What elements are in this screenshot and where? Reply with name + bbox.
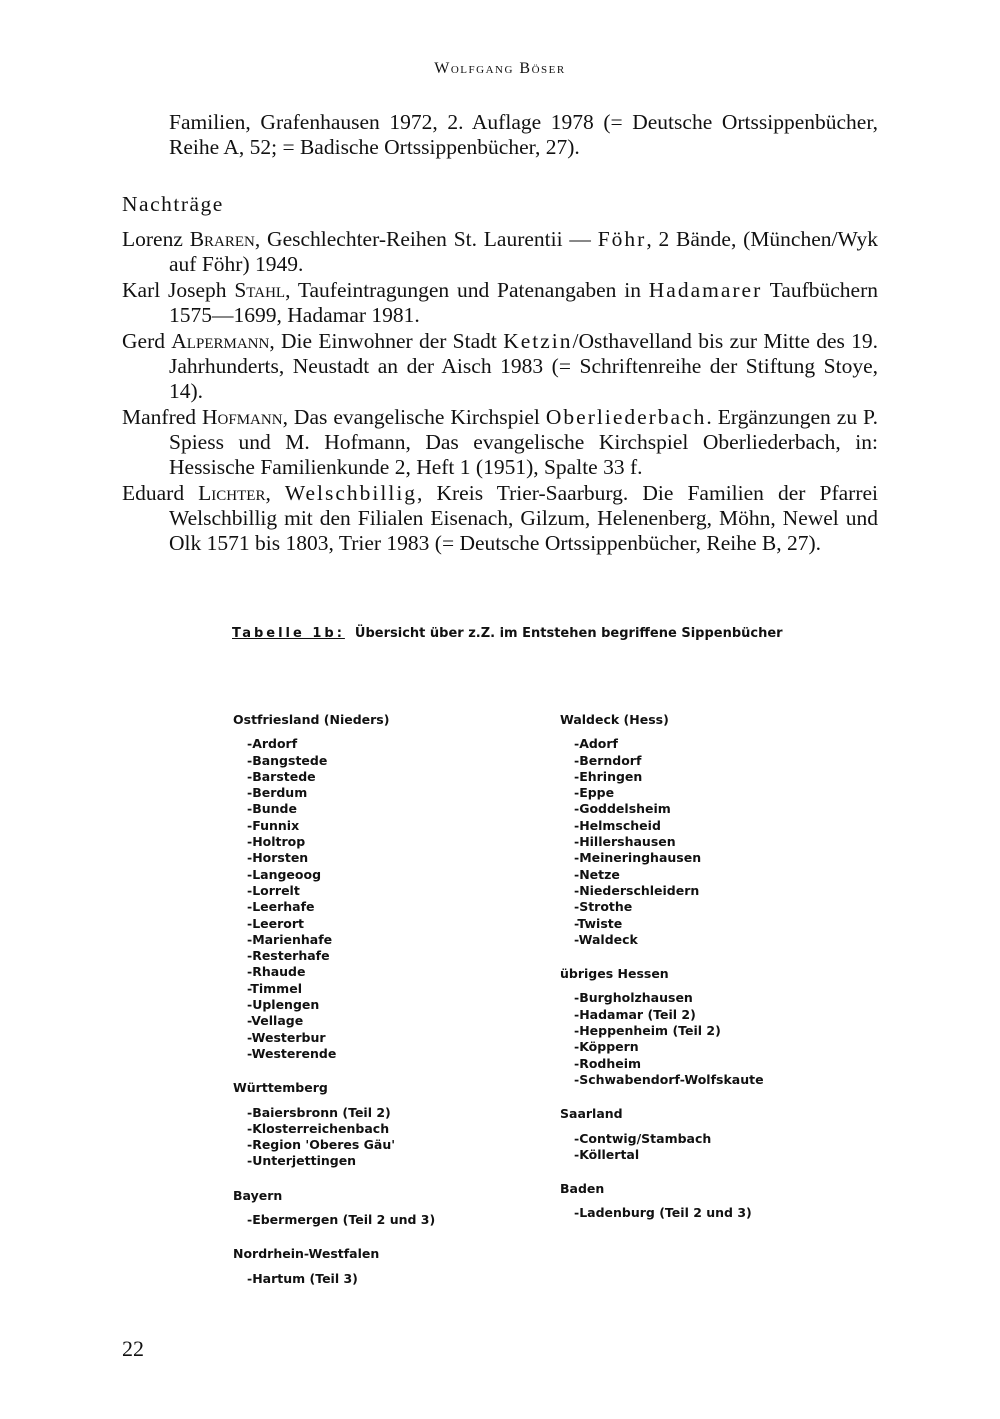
list-item: -Region 'Oberes Gäu'	[247, 1137, 396, 1153]
list-item: -Leerhafe	[247, 899, 315, 915]
place-list	[574, 990, 764, 1088]
entry-text: , Das evangelische Kirchspiel	[282, 405, 546, 429]
place-list	[574, 1205, 764, 1221]
entry-text: , 2 Bände, (München/Wyk auf Föhr) 1949.	[169, 227, 878, 276]
list-item: -Lorrelt	[247, 882, 300, 898]
reference-entry	[122, 329, 878, 404]
list-item: -Westerende	[247, 1045, 337, 1061]
author-surname: Braren	[189, 227, 255, 251]
author-first-name: Gerd	[122, 329, 172, 353]
region-heading: Saarland	[560, 1106, 623, 1122]
place-name: Ketzin	[503, 329, 573, 353]
region-heading: Ostfriesland (Nieders)	[233, 712, 390, 727]
list-item: -Schwabendorf-Wolfskaute	[574, 1071, 764, 1087]
entry-text: ,	[265, 481, 285, 505]
list-item: -Barstede	[247, 768, 316, 784]
region-heading: Bayern	[233, 1187, 283, 1203]
list-item: -Unterjettingen	[247, 1153, 357, 1169]
list-item: -Ladenburg (Teil 2 und 3)	[574, 1205, 752, 1221]
nachtraege-list	[122, 227, 878, 556]
references-section	[122, 110, 878, 556]
list-item: -Vellage	[247, 1013, 304, 1029]
entry-text: Taufbüchern 1575—1699, Hadamar 1981.	[169, 278, 878, 327]
place-list	[247, 1212, 435, 1228]
entry-text: , Kreis Trier-Saarburg. Die Familien der Pfarrei Welschbillig mit den Filialen Eisenach, Gilzum, Helenenberg, Möhn, Newel und Olk 1571 bis 1803, Trier 1983 (= Deutsche Ortssippenbücher, Reihe B, 27).	[169, 481, 878, 555]
list-item: -Westerbur	[247, 1029, 326, 1045]
list-item: -Netze	[574, 866, 620, 882]
nachtraege-heading: Nachträge	[122, 192, 224, 216]
place-list	[247, 1105, 435, 1170]
list-item: -Niederschleidern	[574, 882, 700, 898]
list-item: -Marienhafe	[247, 931, 333, 947]
list-item: -Ardorf	[247, 736, 298, 752]
list-item: -Timmel	[247, 980, 302, 996]
author-first-name: Karl Joseph	[122, 278, 235, 302]
region-heading: übriges Hessen	[560, 966, 669, 982]
list-item: -Burgholzhausen	[574, 990, 693, 1006]
place-list	[247, 1271, 435, 1287]
running-header: Wolfgang Böser	[434, 60, 566, 77]
region-heading: Nordrhein-Westfalen	[233, 1246, 380, 1262]
author-first-name: Manfred	[122, 405, 203, 429]
list-item: -Eppe	[574, 785, 615, 801]
region-heading: Waldeck (Hess)	[560, 712, 669, 727]
list-item: -Leerort	[247, 915, 305, 931]
place-name: Welschbillig	[284, 481, 418, 505]
reference-entry	[122, 405, 878, 480]
list-item: -Hartum (Teil 3)	[247, 1270, 358, 1286]
list-item: -Berndorf	[574, 752, 642, 768]
list-item: -Twiste	[574, 915, 623, 931]
list-item: -Funnix	[247, 817, 300, 833]
reference-entry	[122, 278, 878, 328]
list-item: -Baiersbronn (Teil 2)	[247, 1104, 391, 1120]
list-item: -Horsten	[247, 850, 309, 866]
author-first-name: Lorenz	[122, 227, 190, 251]
list-item: -Waldeck	[574, 931, 638, 947]
reference-entry	[122, 481, 878, 556]
page-number: 22	[122, 1336, 144, 1361]
list-item: -Helmscheid	[574, 817, 661, 833]
table-label: Tabelle 1b:	[232, 626, 345, 641]
list-item: -Meineringhausen	[574, 850, 702, 866]
entry-text: , Die Einwohner der Stadt	[269, 329, 504, 353]
author-surname: Alpermann	[171, 329, 270, 353]
place-name: Oberliederbach	[545, 405, 707, 429]
list-item: -Rhaude	[247, 964, 306, 980]
list-item: -Strothe	[574, 899, 633, 915]
list-item: -Adorf	[574, 736, 619, 752]
table-title: Übersicht über z.Z. im Entstehen begriffene Sippenbücher	[354, 626, 783, 641]
place-name: Föhr	[597, 227, 647, 251]
place-list	[247, 736, 435, 1062]
author-first-name: Eduard	[122, 481, 199, 505]
region-heading: Baden	[560, 1181, 605, 1197]
list-item: -Köppern	[574, 1039, 639, 1055]
list-item: -Hadamar (Teil 2)	[574, 1006, 696, 1022]
table-column-left	[233, 712, 435, 1287]
list-item: -Ebermergen (Teil 2 und 3)	[247, 1212, 436, 1228]
author-surname: Hofmann	[202, 405, 283, 429]
list-item: -Goddelsheim	[574, 801, 671, 817]
list-item: -Resterhafe	[247, 948, 330, 964]
entry-text: . Ergänzungen zu P. Spiess und M. Hofmann, Das evangelische Kirchspiel Oberliederbach, in: Hessische Familienkunde 2, Heft 1 (1951), Spalte 33 f.	[169, 405, 878, 479]
table-caption	[232, 626, 783, 641]
list-item: -Uplengen	[247, 997, 320, 1013]
place-list	[574, 1131, 764, 1164]
list-item: -Holtrop	[247, 834, 306, 850]
list-item: -Heppenheim (Teil 2)	[574, 1023, 721, 1039]
author-surname: Stahl	[234, 278, 286, 302]
list-item: -Bangstede	[247, 752, 328, 768]
list-item: -Hillershausen	[574, 834, 676, 850]
table-column-right	[560, 712, 764, 1222]
entry-text: , Geschlechter-Reihen St. Laurentii —	[254, 227, 598, 251]
list-item: -Klosterreichenbach	[247, 1120, 390, 1136]
region-heading: Württemberg	[233, 1080, 328, 1096]
place-list	[574, 736, 764, 948]
author-surname: Lichter	[198, 481, 266, 505]
list-item: -Berdum	[247, 785, 308, 801]
entry-text: , Taufeintragungen und Patenangaben in	[285, 278, 649, 302]
list-item: -Köllertal	[574, 1146, 640, 1162]
entry-text: /Osthavelland bis zur Mitte des 19. Jahrhunderts, Neustadt an der Aisch 1983 (= Schriftenreihe der Stiftung Stoye, 14).	[169, 329, 879, 403]
list-item: -Langeoog	[247, 866, 322, 882]
list-item: -Contwig/Stambach	[574, 1130, 712, 1146]
list-item: -Bunde	[247, 801, 297, 817]
reference-entry	[122, 227, 878, 277]
place-name: Hadamarer	[648, 278, 763, 302]
continuation-text: Familien, Grafenhausen 1972, 2. Auflage 1978 (= Deutsche Ortssippenbücher, Reihe A, 52; = Badische Ortssippenbücher, 27).	[169, 110, 878, 159]
list-item: -Ehringen	[574, 768, 643, 784]
list-item: -Rodheim	[574, 1055, 642, 1071]
